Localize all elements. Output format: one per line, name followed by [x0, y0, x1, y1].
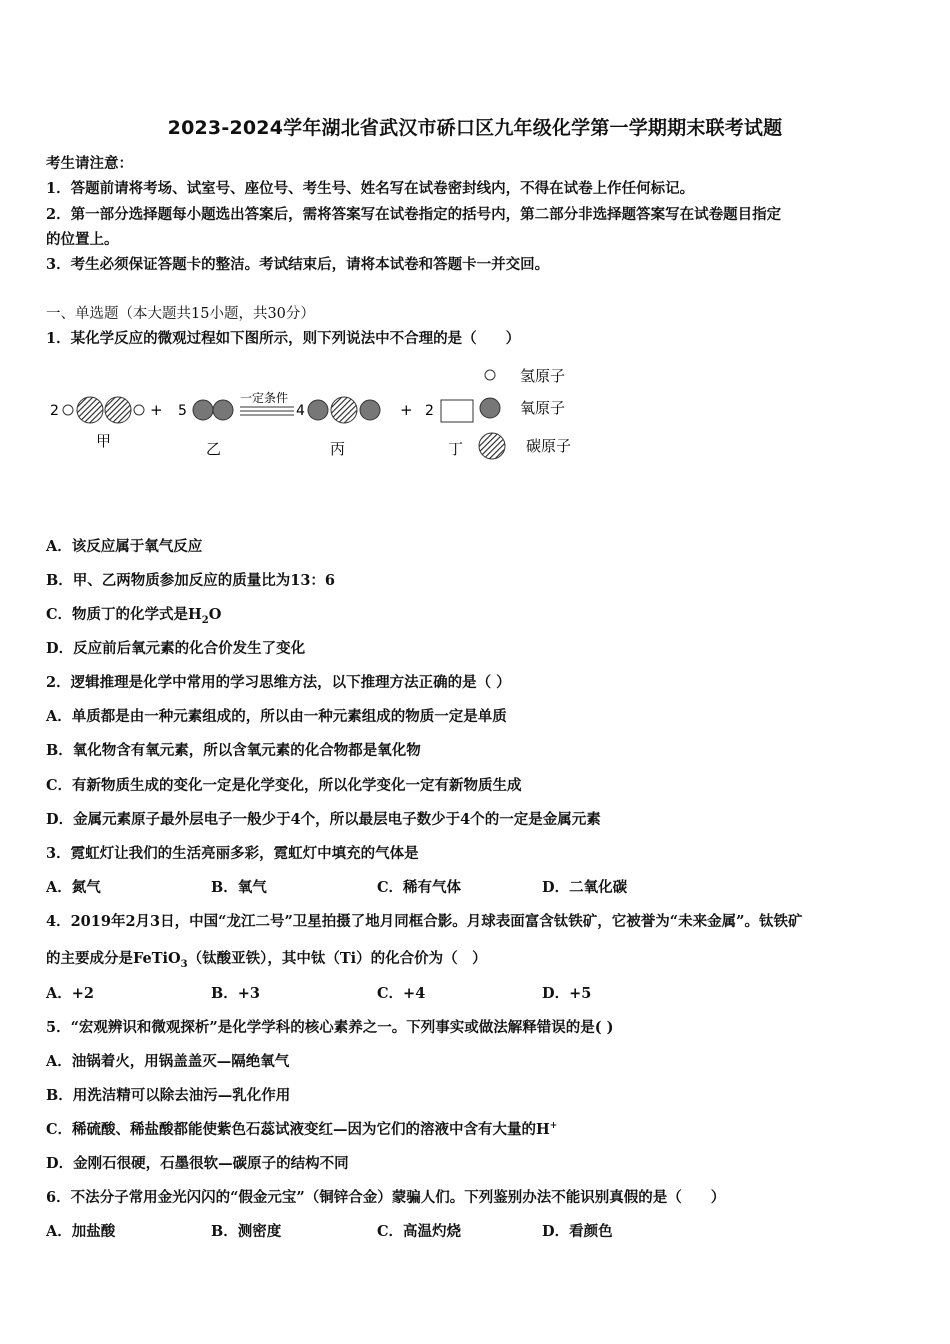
- q1-option-a: A．该反应属于氧气反应: [46, 538, 203, 555]
- coef-ding: 2: [425, 403, 434, 419]
- notice-heading: 考生请注意：: [46, 155, 133, 172]
- label-ding: 丁: [448, 440, 464, 458]
- q5-option-c: C．稀硫酸、稀盐酸都能使紫色石蕊试液变红—因为它们的溶液中含有大量的H+: [46, 1121, 558, 1138]
- q2-option-a: A．单质都是由一种元素组成的，所以由一种元素组成的物质一定是单质: [46, 708, 507, 725]
- q5-option-b: B．用洗洁精可以除去油污—乳化作用: [46, 1087, 291, 1104]
- q6-option-b: B．测密度: [211, 1223, 282, 1240]
- h-atom: [63, 405, 73, 415]
- legend-o: 氧原子: [520, 399, 566, 417]
- q2-stem: 2．逻辑推理是化学中常用的学习思维方法，以下推理方法正确的是（ ）: [46, 674, 511, 691]
- coef-yi: 5: [178, 403, 187, 419]
- q3-option-b: B．氧气: [211, 879, 267, 896]
- q1-option-d: D．反应前后氧元素的化合价发生了变化: [46, 640, 306, 657]
- notice-item: 2．第一部分选择题每小题选出答案后，需将答案写在试卷指定的括号内，第二部分非选择题答案写在试卷题目指定: [46, 206, 782, 223]
- legend-o-icon: [480, 398, 500, 418]
- legend-h-icon: [485, 370, 495, 380]
- legend-h: 氢原子: [520, 367, 566, 385]
- reaction-diagram: [48, 362, 588, 467]
- notice-item: 1．答题前请将考场、试室号、座位号、考生号、姓名写在试卷密封线内，不得在试卷上作任何标记。: [46, 180, 695, 197]
- q3-stem: 3．霓虹灯让我们的生活亮丽多彩，霓虹灯中填充的气体是: [46, 845, 419, 862]
- q3-option-d: D．二氧化碳: [542, 879, 628, 896]
- o-atom: [308, 400, 328, 420]
- q2-option-c: C．有新物质生成的变化一定是化学变化，所以化学变化一定有新物质生成: [46, 777, 522, 794]
- q6-stem: 6．不法分子常用金光闪闪的“假金元宝”（铜锌合金）蒙骗人们。下列鉴别办法不能识别真假的是（ ）: [46, 1189, 726, 1206]
- q1-stem: 1．某化学反应的微观过程如下图所示，则下列说法中不合理的是（ ）: [46, 330, 521, 347]
- q4-option-a: A．+2: [46, 985, 94, 1002]
- q6-option-a: A．加盐酸: [46, 1223, 116, 1240]
- q4-option-c: C．+4: [377, 985, 426, 1002]
- coef-jia: 2: [50, 403, 59, 419]
- c-atom: [77, 397, 103, 423]
- q5-option-a: A．油锅着火，用锅盖盖灭—隔绝氧气: [46, 1053, 290, 1070]
- h-atom: [134, 405, 144, 415]
- plus-sign: +: [150, 401, 163, 419]
- section-heading: 一、单选题（本大题共15小题，共30分）: [46, 306, 315, 322]
- q4-option-b: B．+3: [211, 985, 260, 1002]
- q3-option-c: C．稀有气体: [377, 879, 462, 896]
- condition-label: 一定条件: [240, 391, 289, 405]
- label-jia: 甲: [96, 432, 112, 450]
- page-title: 2023-2024学年湖北省武汉市硚口区九年级化学第一学期期末联考试题: [167, 117, 783, 139]
- q4-option-d: D．+5: [542, 985, 592, 1002]
- q6-option-d: D．看颜色: [542, 1223, 613, 1240]
- c-atom: [105, 397, 131, 423]
- q2-option-b: B．氧化物含有氧元素，所以含氧元素的化合物都是氧化物: [46, 742, 421, 759]
- notice-item: 3．考生必须保证答题卡的整洁。考试结束后，请将本试卷和答题卡一并交回。: [46, 256, 550, 273]
- q5-stem: 5．“宏观辨识和微观探析”是化学学科的核心素养之一。下列事实或做法解释错误的是( ): [46, 1019, 614, 1036]
- q3-option-a: A．氮气: [46, 879, 101, 896]
- q4-stem-line2: 的主要成分是FeTiO$_3$（钛酸亚铁），其中钛（Ti）的化合价为（ ）: [46, 950, 487, 970]
- legend-c-icon: [479, 433, 505, 459]
- q1-option-b: B．甲、乙两物质参加反应的质量比为13：6: [46, 572, 336, 589]
- q5-option-d: D．金刚石很硬，石墨很软—碳原子的结构不同: [46, 1155, 349, 1172]
- ding-box: [441, 400, 473, 422]
- coef-bing: 4: [296, 403, 305, 419]
- q6-option-c: C．高温灼烧: [377, 1223, 462, 1240]
- q4-stem-line1: 4．2019年2月3日，中国“龙江二号”卫星拍摄了地月同框合影。月球表面富含钛铁矿，它被誉为“未来金属”。钛铁矿: [46, 913, 803, 930]
- label-bing: 丙: [330, 440, 346, 458]
- notice-item: 的位置上。: [46, 231, 119, 248]
- q1-option-c: C．物质丁的化学式是$H_2O$: [46, 606, 222, 626]
- o-atom: [193, 400, 213, 420]
- label-yi: 乙: [206, 440, 222, 458]
- legend-c: 碳原子: [526, 437, 572, 455]
- o-atom: [360, 400, 380, 420]
- q2-option-d: D．金属元素原子最外层电子一般少于4个，所以最层电子数少于4个的一定是金属元素: [46, 811, 601, 828]
- plus-sign: +: [400, 401, 413, 419]
- o-atom: [213, 400, 233, 420]
- c-atom: [331, 397, 357, 423]
